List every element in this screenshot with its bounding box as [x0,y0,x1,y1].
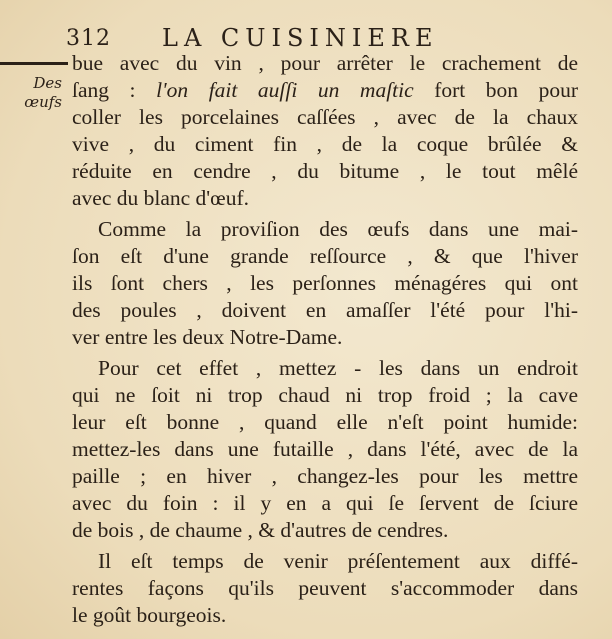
running-title: LA CUISINIERE [162,24,439,52]
text-line: mettez-les dans une futaille , dans l'été, avec de la [72,437,578,461]
text-line: Pour cet effet , mettez - les dans un endroit [98,356,578,380]
text-line: bue avec du vin , pour arrêter le crachement de [72,51,578,75]
text-line: paille ; en hiver , changez-les pour les mettre [72,464,578,488]
text-line: avec du blanc d'œuf. [72,186,249,210]
text-line: ver entre les deux Notre-Dame. [72,325,343,349]
text-line: de bois , de chaume , & d'autres de cendres. [72,518,449,542]
text-line: avec du foin : il y en a qui ſe ſervent de ſciure [72,491,578,515]
text-line [72,77,578,104]
text-line: qui ne ſoit ni trop chaud ni trop froid ; la cave [72,383,578,407]
paragraph [72,216,578,351]
text-segment: fort bon pour [413,78,578,102]
page-number: 312 [66,26,111,51]
text-line: Il eſt temps de venir préſentement aux diffé- [98,549,578,573]
text-line: ils ſont chers , les perſonnes ménagéres qui ont [72,271,578,295]
text-line: leur eſt bonne , quand elle n'eſt point humide: [72,410,578,434]
italic-phrase: l'on fait auſſi un maſtic [156,78,414,102]
text-line: le goût bourgeois. [72,603,227,627]
page-header [66,22,586,52]
text-line: réduite en cendre , du bitume , le tout mêlé [72,159,578,183]
text-line: rentes façons qu'ils peuvent s'accommoder dans [72,576,578,600]
margin-rule [0,62,68,65]
text-line: ſon eſt d'une grande reſſource , & que l'hiver [72,244,578,268]
margin-note [6,74,62,112]
text-line: Comme la proviſion des œufs dans une mai- [98,217,578,241]
margin-note-line: Des [33,74,62,92]
body-text [72,50,578,629]
text-segment: ſang : [72,78,157,102]
paragraph [72,355,578,544]
paragraph [72,548,578,629]
text-line: coller les porcelaines caſſées , avec de la chaux [72,105,578,129]
paragraph [72,50,578,212]
margin-note-line: œufs [24,93,62,111]
text-line: des poules , doivent en amaſſer l'été pour l'hi- [72,298,578,322]
text-line: vive , du ciment fin , de la coque brûlée & [72,132,578,156]
